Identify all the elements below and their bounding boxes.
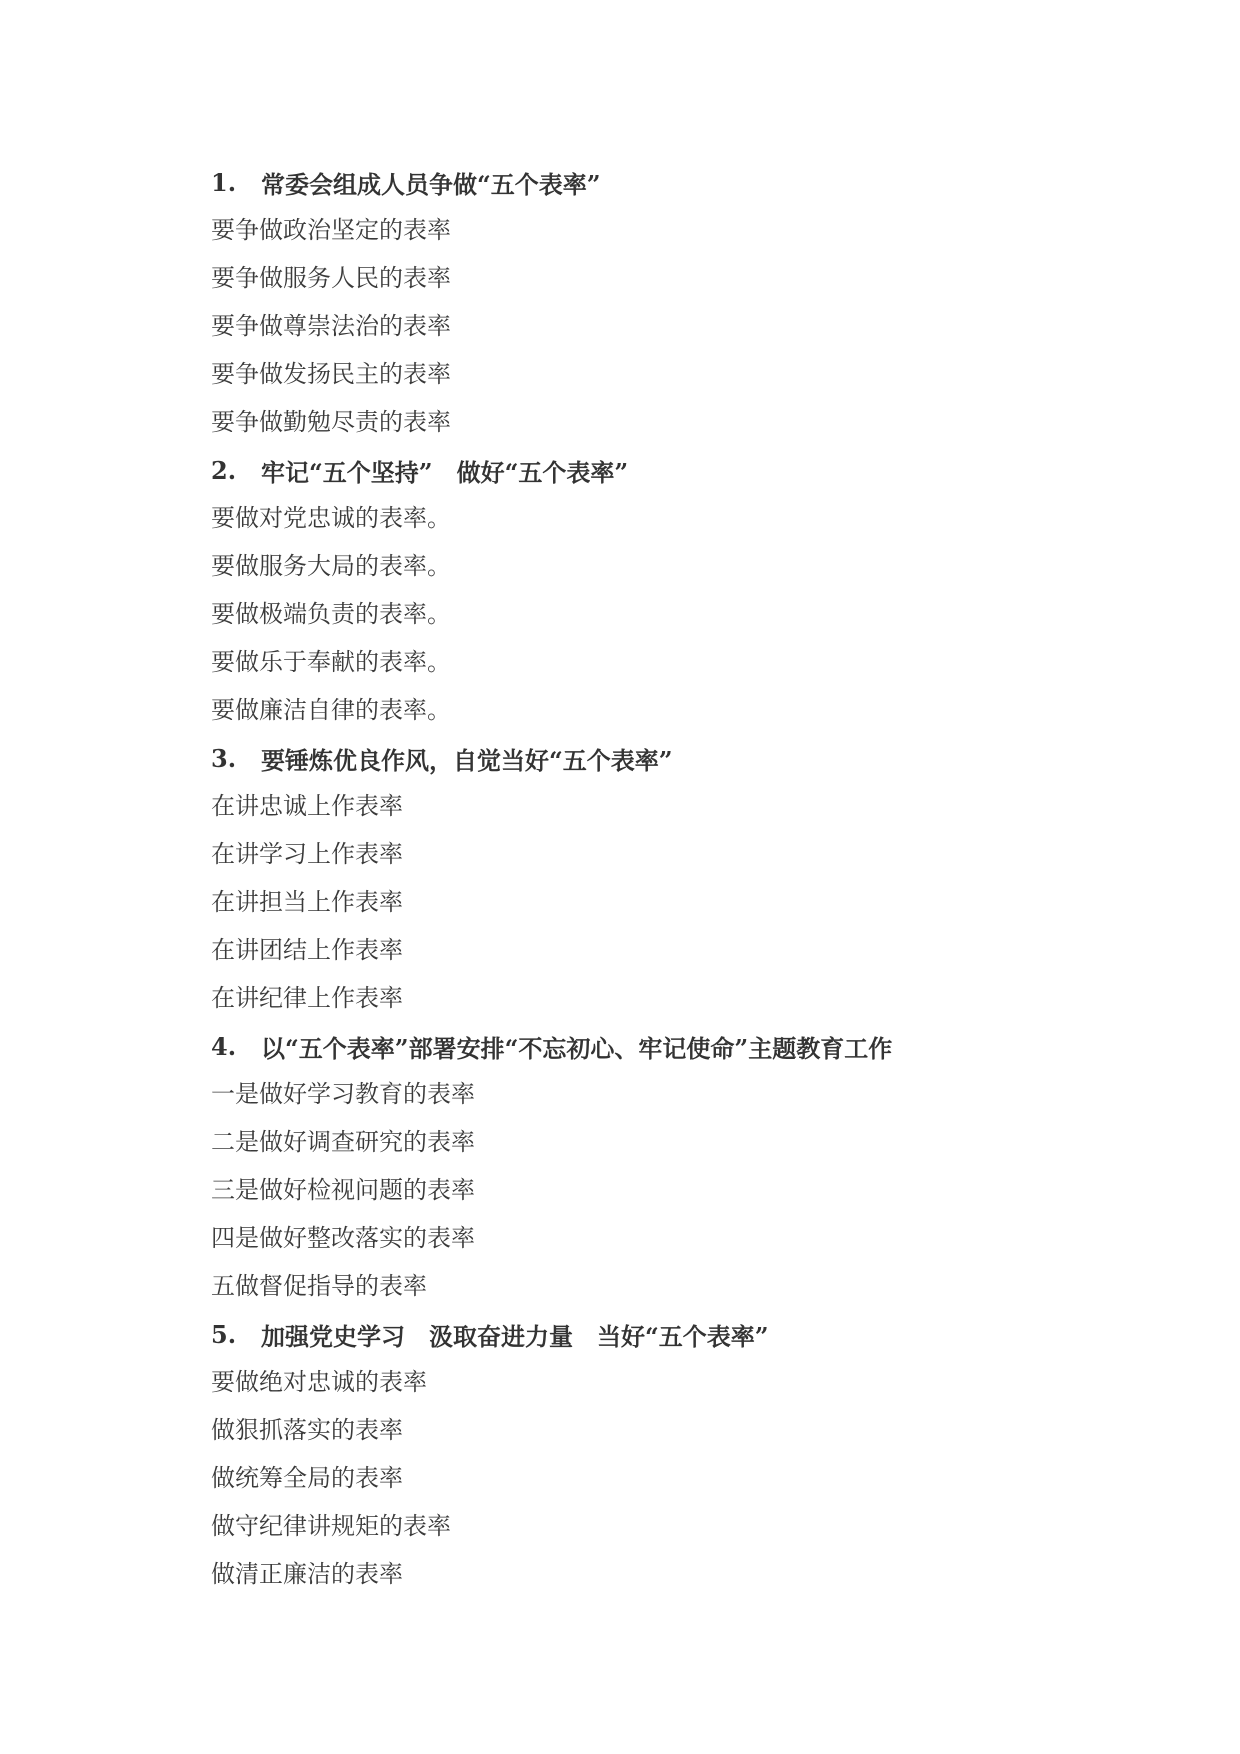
list-item: 做守纪律讲规矩的表率 xyxy=(211,1512,451,1540)
section-4 xyxy=(211,1022,1111,1310)
section-title: 加强党史学习 汲取奋进力量 当好“五个表率” xyxy=(261,1321,769,1351)
section-title: 常委会组成人员争做“五个表率” xyxy=(261,169,601,199)
list-item: 在讲纪律上作表率 xyxy=(211,984,403,1012)
section-3 xyxy=(211,734,1111,1022)
list-item: 要做极端负责的表率。 xyxy=(211,600,451,628)
section-1 xyxy=(211,158,1111,446)
list-item: 一是做好学习教育的表率 xyxy=(211,1080,475,1108)
list-item: 要做廉洁自律的表率。 xyxy=(211,696,451,724)
list-item: 要做对党忠诚的表率。 xyxy=(211,504,451,532)
list-item: 四是做好整改落实的表率 xyxy=(211,1224,475,1252)
list-item: 要争做服务人民的表率 xyxy=(211,264,451,292)
list-item: 做狠抓落实的表率 xyxy=(211,1416,403,1444)
list-item: 在讲担当上作表率 xyxy=(211,888,403,916)
list-item: 五做督促指导的表率 xyxy=(211,1272,427,1300)
section-2 xyxy=(211,446,1111,734)
section-title: 牢记“五个坚持” 做好“五个表率” xyxy=(261,457,629,487)
list-item: 要做服务大局的表率。 xyxy=(211,552,451,580)
list-item: 三是做好检视问题的表率 xyxy=(211,1176,475,1204)
section-heading xyxy=(211,158,1111,206)
list-item: 在讲忠诚上作表率 xyxy=(211,792,403,820)
section-heading xyxy=(211,446,1111,494)
section-heading xyxy=(211,1022,1111,1070)
list-item: 要争做政治坚定的表率 xyxy=(211,216,451,244)
section-heading xyxy=(211,1310,1111,1358)
list-item: 二是做好调查研究的表率 xyxy=(211,1128,475,1156)
list-item: 在讲团结上作表率 xyxy=(211,936,403,964)
section-number: 4. xyxy=(211,1031,237,1061)
section-5 xyxy=(211,1310,1111,1598)
section-title: 要锤炼优良作风，自觉当好“五个表率” xyxy=(261,745,673,775)
section-number: 3. xyxy=(211,743,237,773)
list-item: 做清正廉洁的表率 xyxy=(211,1560,403,1588)
list-item: 在讲学习上作表率 xyxy=(211,840,403,868)
section-number: 5. xyxy=(211,1319,237,1349)
section-heading xyxy=(211,734,1111,782)
document-body xyxy=(211,158,1111,1598)
list-item: 要做乐于奉献的表率。 xyxy=(211,648,451,676)
section-number: 2. xyxy=(211,455,237,485)
list-item: 要做绝对忠诚的表率 xyxy=(211,1368,427,1396)
section-number: 1. xyxy=(211,167,237,197)
section-title: 以“五个表率”部署安排“不忘初心、牢记使命”主题教育工作 xyxy=(261,1033,893,1063)
list-item: 要争做勤勉尽责的表率 xyxy=(211,408,451,436)
list-item: 要争做尊崇法治的表率 xyxy=(211,312,451,340)
list-item: 做统筹全局的表率 xyxy=(211,1464,403,1492)
list-item: 要争做发扬民主的表率 xyxy=(211,360,451,388)
